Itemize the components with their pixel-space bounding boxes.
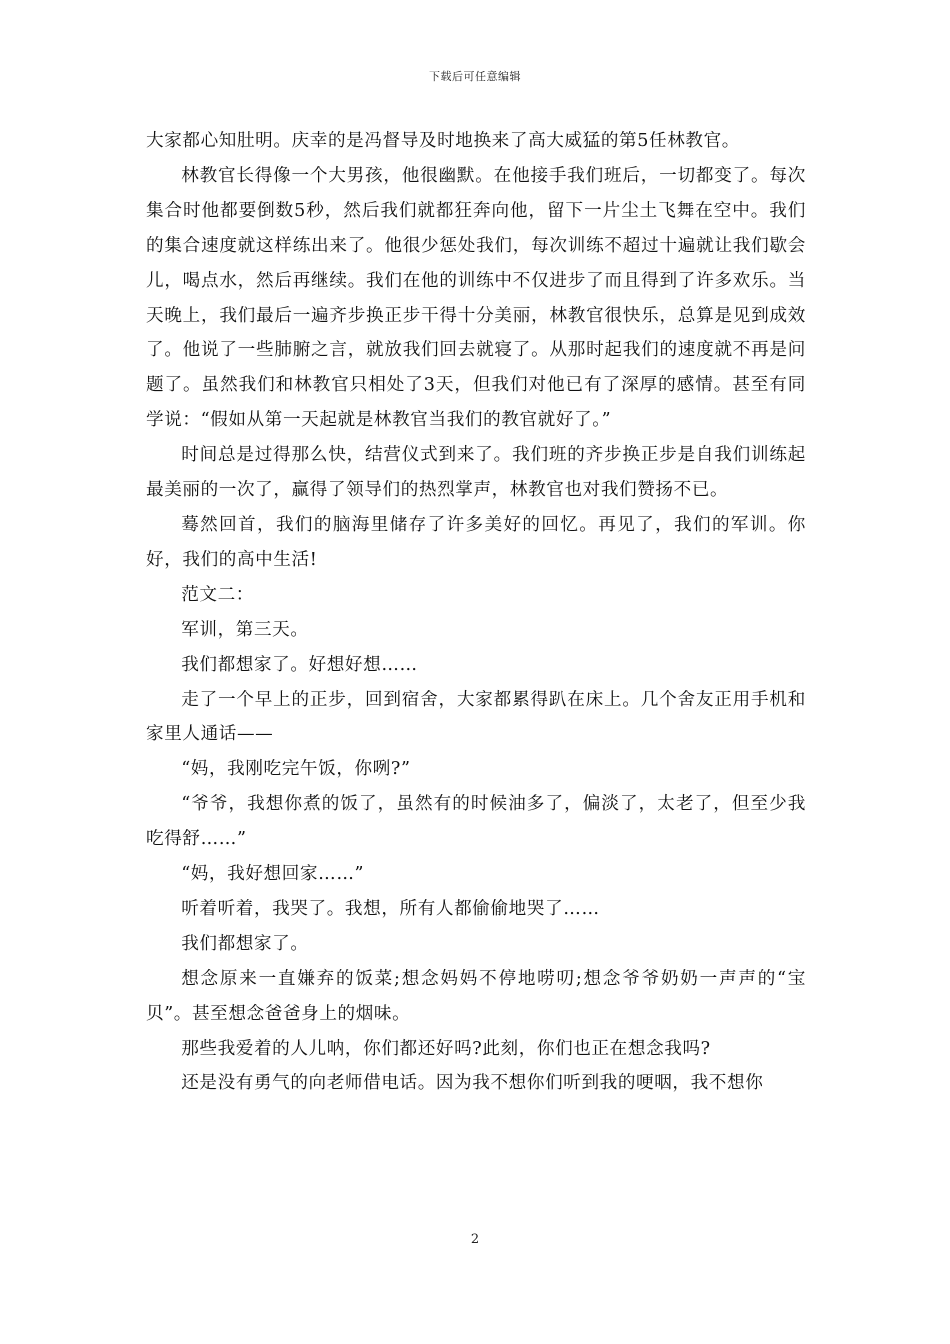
paragraph-6: 军训，第三天。 bbox=[181, 619, 309, 640]
paragraph-16: 还是没有勇气的向老师借电话。因为我不想你们听到我的哽咽，我不想你 bbox=[181, 1073, 764, 1094]
paragraph-2: 林教官长得像一个大男孩，他很幽默。在他接手我们班后，一切都变了。每次集合时他都要倒数5秒，然后我们就都狂奔向他，留下一片尘土飞舞在空中。我们的集合速度就这样练出来了。他很少惩处我们，每次训练不超过十遍就让我们歇会儿，喝点水，然后再继续。我们在他的训练中不仅进步了而且得到了许多欢乐。当天晚上，我们最后一遍齐步换正步干得十分美丽，林教官很快乐，总算是见到成效了。他说了一些肺腑之言，就放我们回去就寝了。从那时起我们的速度就不再是问题了。虽然我们和林教官只相处了3天，但我们对他已有了深厚的感情。甚至有同学说：“假如从第一天起就是林教官当我们的教官就好了。” bbox=[146, 165, 806, 431]
paragraph-9: “妈，我刚吃完午饭，你咧?” bbox=[181, 759, 411, 780]
document-body bbox=[146, 124, 806, 1101]
paragraph-14: 想念原来一直嫌弃的饭菜;想念妈妈不停地唠叨;想念爷爷奶奶一声声的“宝贝”。甚至想念爸爸身上的烟味。 bbox=[146, 968, 806, 1024]
paragraph-3: 时间总是过得那么快，结营仪式到来了。我们班的齐步换正步是自我们训练起最美丽的一次了，赢得了领导们的热烈掌声，林教官也对我们赞扬不已。 bbox=[146, 445, 806, 501]
paragraph-12: 听着听着，我哭了。我想，所有人都偷偷地哭了…… bbox=[181, 898, 600, 919]
paragraph-1: 大家都心知肚明。庆幸的是冯督导及时地换来了高大威猛的第5任林教官。 bbox=[146, 131, 740, 151]
section-heading-sample-two: 范文二： bbox=[181, 584, 254, 605]
page-header: 下载后可任意编辑 bbox=[429, 70, 521, 83]
paragraph-4: 蓦然回首，我们的脑海里储存了许多美好的回忆。再见了，我们的军训。你好，我们的高中生活! bbox=[146, 514, 806, 570]
paragraph-11: “妈，我好想回家……” bbox=[181, 864, 365, 885]
paragraph-8: 走了一个早上的正步，回到宿舍，大家都累得趴在床上。几个舍友正用手机和家里人通话—— bbox=[146, 689, 806, 745]
paragraph-13: 我们都想家了。 bbox=[181, 933, 309, 954]
paragraph-15: 那些我爱着的人儿呐，你们都还好吗?此刻，你们也正在想念我吗? bbox=[181, 1038, 711, 1059]
page-number: 2 bbox=[470, 1232, 480, 1247]
paragraph-7: 我们都想家了。好想好想…… bbox=[181, 654, 418, 675]
paragraph-10: “爷爷，我想你煮的饭了，虽然有的时候油多了，偏淡了，太老了，但至少我吃得舒……” bbox=[146, 794, 806, 850]
